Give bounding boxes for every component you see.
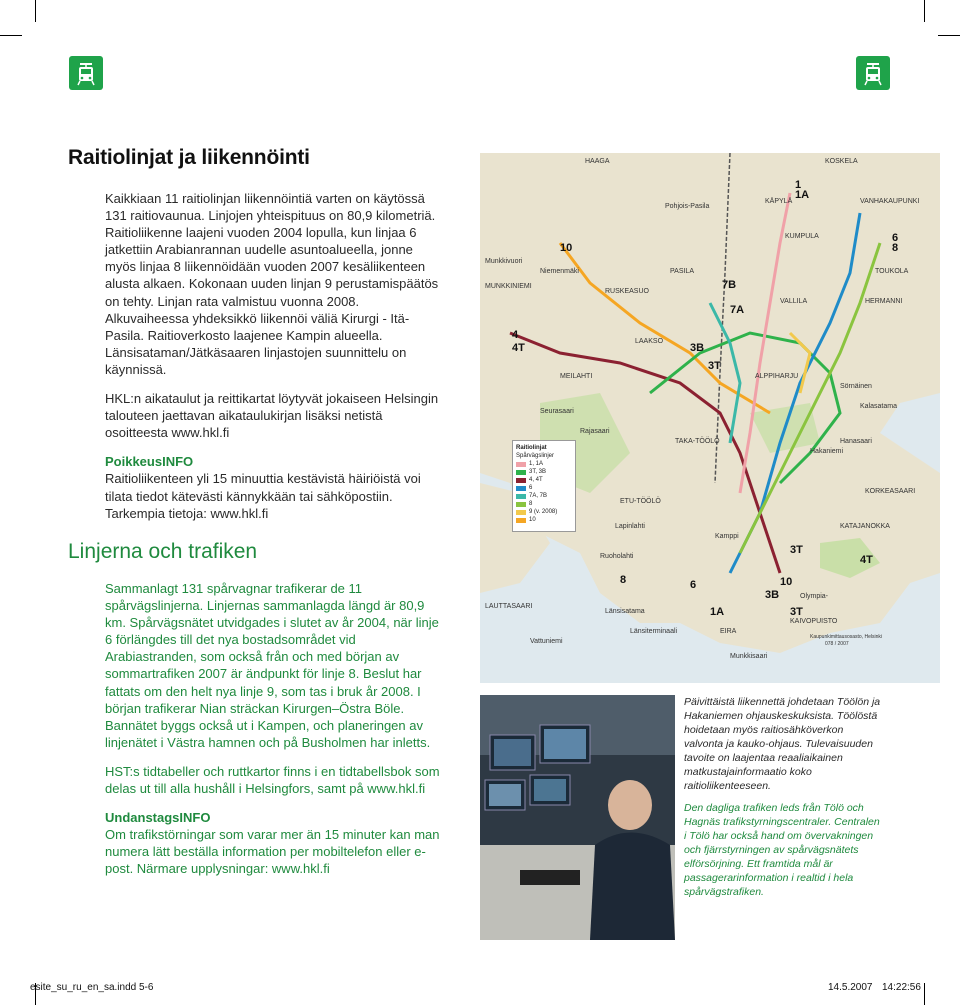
svg-text:RUSKEASUO: RUSKEASUO [605, 288, 649, 295]
crop-mark [35, 0, 36, 22]
legend-label: 1, 1A [529, 461, 544, 467]
svg-text:10: 10 [560, 242, 573, 254]
svg-text:4T: 4T [512, 342, 525, 354]
paragraph: Kaikkiaan 11 raitiolinjan liikennöintiä varten on käytössä 131 raitiovaunua. Linjojen yhteispituus on 80,9 kilometriä. Raitioliikenne laajeni vuoden 2004 lopulla, kun linjaa 6 jatkettiin Arabianrannan uudelle asuntoalueella, jonne myös linjaa 8 liikennöidään vuoden 2007 kesäliikenteen alusta alkaen. Kokonaan uuden linjan 9 perustamispäätös on tehty. Linjan rata valmistuu vuonna 2008. Alkuvaiheessa yhdeksikkö liikennöi väliä Kirurgi - Itä-Pasila. Raitioverkosto laajenee Kampin alueella. Länsisataman/Jätkäsaaren linjastojen suunnittelu on käynnissä. [105, 191, 439, 377]
svg-text:Kamppi: Kamppi [715, 533, 739, 540]
svg-text:ALPPIHARJU: ALPPIHARJU [755, 373, 799, 380]
svg-text:KATAJANOKKA: KATAJANOKKA [840, 523, 890, 530]
legend-swatch [516, 486, 526, 491]
legend-label: 3T, 3B [529, 469, 547, 475]
svg-text:3B: 3B [765, 589, 780, 601]
svg-text:078 / 2007: 078 / 2007 [825, 641, 849, 647]
svg-text:Vattuniemi: Vattuniemi [530, 638, 563, 645]
svg-text:Hanasaari: Hanasaari [840, 438, 872, 445]
svg-text:7A: 7A [730, 304, 745, 316]
legend-swatch [516, 502, 526, 507]
svg-text:1A: 1A [710, 606, 725, 618]
svg-text:EIRA: EIRA [720, 628, 737, 635]
svg-text:TAKA-TÖÖLÖ: TAKA-TÖÖLÖ [675, 438, 720, 445]
legend-label: 4, 4T [529, 477, 543, 483]
svg-text:KOSKELA: KOSKELA [825, 158, 858, 165]
svg-text:Seurasaari: Seurasaari [540, 408, 574, 415]
svg-text:8: 8 [620, 574, 627, 586]
svg-text:KUMPULA: KUMPULA [785, 233, 819, 240]
svg-text:3B: 3B [690, 342, 705, 354]
legend-row [516, 476, 572, 484]
svg-text:10: 10 [780, 576, 793, 588]
legend-row [516, 500, 572, 508]
svg-text:1: 1 [795, 179, 802, 191]
legend-row [516, 492, 572, 500]
finnish-text [105, 190, 445, 522]
svg-text:Lapinlahti: Lapinlahti [615, 523, 645, 530]
legend-swatch [516, 518, 526, 523]
svg-text:4: 4 [512, 329, 519, 341]
svg-text:LAAKSO: LAAKSO [635, 338, 664, 345]
legend-label: 7A, 7B [529, 493, 548, 499]
legend-swatch [516, 494, 526, 499]
svg-text:Olympia-: Olympia- [800, 593, 829, 600]
crop-mark [938, 35, 960, 36]
svg-text:ETU-TÖÖLÖ: ETU-TÖÖLÖ [620, 498, 661, 505]
svg-text:3T: 3T [790, 606, 803, 618]
crop-mark [924, 0, 925, 22]
legend-label: 10 [529, 517, 536, 523]
paragraph: HST:s tidtabeller och ruttkartor finns i en tidtabellsbok som delas ut till alla hushåll i Helsingfors, samt på www.hkl.fi [105, 763, 440, 797]
footer-time: 14:22:56 [882, 982, 921, 993]
legend-swatch [516, 470, 526, 475]
svg-text:1A: 1A [795, 189, 810, 201]
tram-icon [856, 56, 890, 90]
footer-date: 14.5.2007 [828, 982, 873, 993]
legend-label: 8 [529, 501, 533, 507]
svg-text:Sörnäinen: Sörnäinen [840, 383, 872, 390]
svg-text:Kaupunkimittausosasto, Helsink: Kaupunkimittausosasto, Helsinki [810, 634, 882, 640]
legend-swatch [516, 478, 526, 483]
svg-text:KORKEASAARI: KORKEASAARI [865, 488, 916, 495]
legend-title-sv: Spårvägslinjer [516, 453, 555, 459]
info-heading: UndanstagsINFO [105, 810, 211, 826]
svg-text:6: 6 [892, 232, 899, 244]
legend-swatch [516, 462, 526, 467]
legend-label: 9 (v. 2008) [529, 509, 558, 515]
map-legend [512, 440, 576, 532]
svg-text:Munkkivuori: Munkkivuori [485, 258, 523, 265]
svg-text:Hakaniemi: Hakaniemi [810, 448, 844, 455]
section-title: Linjerna och trafiken [68, 540, 258, 563]
crop-mark [924, 983, 925, 1005]
svg-text:Kalasatama: Kalasatama [860, 403, 897, 410]
control-room-photo [480, 695, 675, 940]
legend-row [516, 516, 572, 524]
svg-text:Munkkisaari: Munkkisaari [730, 653, 768, 660]
legend-row [516, 484, 572, 492]
svg-text:6: 6 [690, 579, 697, 591]
paragraph: HKL:n aikataulut ja reittikartat löytyvät jokaiseen Helsingin talouteen jaettavan aikataulukirjan lisäksi netistä osoitteesta www.hkl.fi [105, 391, 439, 441]
paragraph: Om trafikstörningar som varar mer än 15 minuter kan man numera lätt beställa information per mobiltelefon eller e-post. Närmare upplysningar: www.hkl.fi [105, 827, 440, 877]
svg-text:8: 8 [892, 242, 899, 254]
swedish-text [105, 580, 445, 878]
legend-label: 6 [529, 485, 533, 491]
tram-route-map [480, 153, 940, 683]
svg-text:3T: 3T [790, 544, 803, 556]
legend-row [516, 468, 572, 476]
svg-text:Länsisatama: Länsisatama [605, 608, 645, 615]
svg-text:KAIVOPUISTO: KAIVOPUISTO [790, 618, 838, 625]
footer-file: esite_su_ru_en_sa.indd 5-6 [30, 982, 154, 993]
info-heading: PoikkeusINFO [105, 454, 194, 470]
svg-text:VALLILA: VALLILA [780, 298, 808, 305]
photo-caption-fi: Päivittäistä liikennettä johdetaan Töölön ja Hakaniemen ohjauskeskuksista. Töölöstä hoidetaan myös raitiosähköverkon valvonta ja kauko-ohjaus. Tulevaisuuden tavoite on laajentaa reaaliaikainen matkustajainformaatio koko raitioliikenteeseen. [684, 696, 881, 792]
svg-text:HERMANNI: HERMANNI [865, 298, 903, 305]
legend-swatch [516, 510, 526, 515]
map-drawing [480, 153, 940, 683]
svg-text:Rajasaari: Rajasaari [580, 428, 610, 435]
svg-text:MEILAHTI: MEILAHTI [560, 373, 593, 380]
legend-row [516, 460, 572, 468]
svg-text:HAAGA: HAAGA [585, 158, 610, 165]
photo-caption-sv: Den dagliga trafiken leds från Tölö och Hagnäs trafikstyrningscentraler. Centralen i Tölö har också hand om övervakningen och fjärrstyrningen av spårvägsnätets elförsörjning. Ett framtida mål är passagerarinformation i realtid i hela spårvägstrafiken. [684, 802, 880, 898]
crop-mark [0, 35, 22, 36]
paragraph: Sammanlagt 131 spårvagnar trafikerar de 11 spårvägslinjerna. Linjernas sammanlagda längd är 80,9 km. Spårvägsnätet utvidgades i slutet av år 2004, när linje 6 förlängdes till det nya bostadsområdet vid Arabiastranden, som också från och med början av sommartrafiken 2007 är ändpunkt för linje 8. Beslut har fattats om den helt nya linje 9, som tas i bruk år 2008. I början trafikerar Nian sträckan Kirurgen–Östra Böle. Bannätet byggs också ut i Kampen, och planeringen av linjenätet i Västra hamnen och på Busholmen har inletts. [105, 581, 439, 750]
svg-text:VANHAKAUPUNKI: VANHAKAUPUNKI [860, 198, 920, 205]
svg-text:PASILA: PASILA [670, 268, 694, 275]
svg-text:4T: 4T [860, 554, 873, 566]
svg-text:KÄPYLÄ: KÄPYLÄ [765, 198, 793, 205]
svg-text:MUNKKINIEMI: MUNKKINIEMI [485, 283, 532, 290]
svg-text:TOUKOLA: TOUKOLA [875, 268, 909, 275]
page-title: Raitiolinjat ja liikennöinti [68, 146, 310, 169]
svg-text:Niemenmäki: Niemenmäki [540, 268, 579, 275]
svg-text:Pohjois-Pasila: Pohjois-Pasila [665, 203, 710, 210]
legend-title: Raitiolinjat [516, 445, 547, 451]
svg-text:Ruoholahti: Ruoholahti [600, 553, 634, 560]
tram-icon [69, 56, 103, 90]
legend-row [516, 508, 572, 516]
svg-text:LAUTTASAARI: LAUTTASAARI [485, 603, 533, 610]
paragraph: Raitioliikenteen yli 15 minuuttia kestävistä häiriöistä voi tilata tiedot kätevästi kännykkään tai sähköpostiin. Tarkempia tietoja: www.hkl.fi [105, 471, 421, 521]
svg-text:7B: 7B [722, 279, 737, 291]
svg-text:3T: 3T [708, 360, 721, 372]
svg-text:Länsiterminaali: Länsiterminaali [630, 628, 678, 635]
